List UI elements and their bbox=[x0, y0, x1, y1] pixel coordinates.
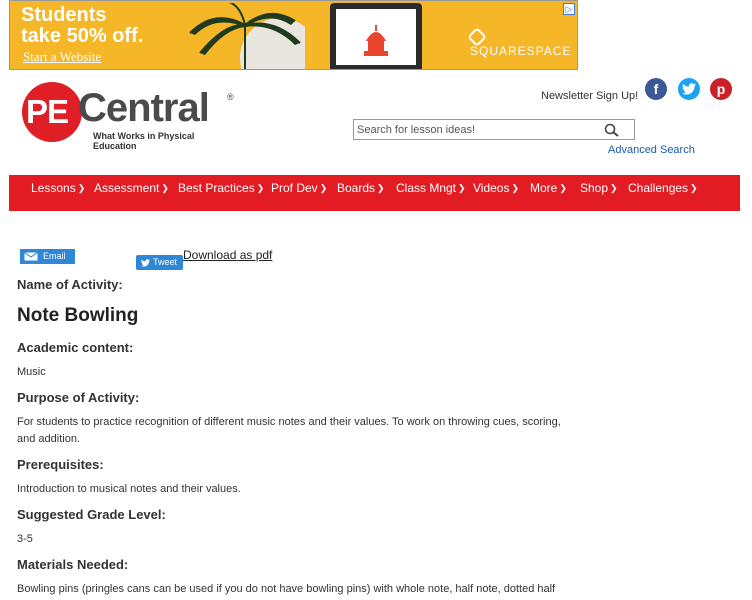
purpose-value: For students to practice recognition of different music notes and their values. To work on throwing cues, scoring, and addition. bbox=[17, 416, 561, 445]
chevron-down-icon: ❯ bbox=[77, 183, 86, 193]
palm-plant-image bbox=[185, 3, 305, 69]
laptop-image bbox=[330, 3, 422, 69]
nav-item-boards[interactable] bbox=[337, 181, 385, 195]
materials-label: Materials Needed: bbox=[17, 557, 129, 572]
email-share-button[interactable] bbox=[20, 249, 75, 264]
logo-central: Central bbox=[78, 86, 209, 130]
dome-image bbox=[362, 25, 390, 57]
email-label: Email bbox=[43, 251, 66, 261]
chevron-down-icon: ❯ bbox=[256, 183, 265, 193]
name-of-activity-label: Name of Activity: bbox=[17, 277, 123, 292]
download-pdf-link[interactable]: Download as pdf bbox=[183, 248, 273, 262]
ad-headline-line2: take 50% off. bbox=[21, 25, 144, 47]
twitter-icon[interactable] bbox=[678, 78, 700, 100]
chevron-down-icon: ❯ bbox=[161, 183, 169, 193]
academic-content-label: Academic content: bbox=[17, 340, 134, 355]
nav-item-videos[interactable] bbox=[473, 181, 519, 195]
search-input[interactable] bbox=[357, 122, 597, 138]
nav-item-more[interactable] bbox=[530, 181, 567, 195]
nav-item-challenges[interactable] bbox=[628, 181, 698, 195]
tweet-label: Tweet bbox=[153, 257, 178, 267]
nav-label: Videos bbox=[473, 181, 510, 195]
envelope-icon bbox=[24, 252, 38, 261]
nav-label: Assessment bbox=[94, 181, 160, 195]
chevron-down-icon: ❯ bbox=[511, 183, 520, 193]
ad-banner[interactable] bbox=[9, 0, 578, 70]
nav-item-shop[interactable] bbox=[580, 181, 618, 195]
grade-level-label: Suggested Grade Level: bbox=[17, 507, 166, 522]
ad-headline-line1: Students bbox=[21, 4, 107, 26]
laptop-screen bbox=[336, 9, 416, 65]
chevron-down-icon: ❯ bbox=[319, 183, 328, 193]
nav-label: Challenges bbox=[628, 181, 689, 195]
grade-level-value: 3-5 bbox=[17, 533, 33, 545]
logo-tagline: What Works in Physical Education bbox=[93, 131, 195, 151]
nav-label: Prof Dev bbox=[271, 181, 318, 195]
search-icon[interactable] bbox=[604, 123, 620, 137]
chevron-down-icon: ❯ bbox=[458, 183, 466, 193]
newsletter-signup-link[interactable]: Newsletter Sign Up! bbox=[541, 90, 639, 102]
logo-registered: ® bbox=[227, 92, 234, 102]
ad-cta-link[interactable]: Start a Website bbox=[23, 49, 102, 64]
ad-brand bbox=[470, 29, 577, 58]
adchoices-icon[interactable]: ▷ bbox=[563, 3, 575, 15]
nav-label: More bbox=[530, 181, 558, 195]
tweet-button[interactable] bbox=[136, 255, 183, 270]
chevron-down-icon: ❯ bbox=[690, 183, 698, 193]
prerequisites-label: Prerequisites: bbox=[17, 457, 104, 472]
nav-label: Best Practices bbox=[178, 181, 255, 195]
nav-item-class-mngt[interactable] bbox=[396, 181, 466, 195]
facebook-icon[interactable]: f bbox=[645, 78, 667, 100]
nav-item-best-practices[interactable] bbox=[178, 181, 264, 195]
ad-brand-label: SQUARESPACE bbox=[470, 43, 572, 58]
nav-label: Lessons bbox=[31, 181, 76, 195]
nav-item-prof-dev[interactable] bbox=[271, 181, 327, 195]
purpose-label: Purpose of Activity: bbox=[17, 390, 140, 405]
activity-title: Note Bowling bbox=[17, 305, 139, 326]
search-box bbox=[353, 119, 635, 140]
main-nav bbox=[9, 175, 740, 211]
logo-pe: PE bbox=[26, 93, 69, 130]
pinterest-icon[interactable]: p bbox=[710, 78, 732, 100]
academic-content-value: Music bbox=[17, 366, 46, 378]
twitter-bird-icon bbox=[682, 83, 696, 95]
nav-label: Shop bbox=[580, 181, 609, 195]
twitter-bird-icon bbox=[141, 256, 150, 272]
site-logo[interactable] bbox=[22, 82, 237, 151]
chevron-down-icon: ❯ bbox=[610, 183, 618, 193]
materials-value: Bowling pins (pringles cans can be used if you do not have bowling pins) with whole note, half note, dotted half bbox=[17, 583, 556, 595]
nav-item-lessons[interactable] bbox=[31, 181, 85, 195]
nav-item-assessment[interactable] bbox=[94, 181, 169, 195]
nav-label: Class Mngt bbox=[396, 181, 457, 195]
advanced-search-link[interactable]: Advanced Search bbox=[608, 144, 695, 156]
nav-label: Boards bbox=[337, 181, 376, 195]
prerequisites-value: Introduction to musical notes and their values. bbox=[17, 483, 241, 495]
chevron-down-icon: ❯ bbox=[559, 183, 567, 193]
chevron-down-icon: ❯ bbox=[377, 183, 385, 193]
ad-headline bbox=[21, 5, 143, 47]
